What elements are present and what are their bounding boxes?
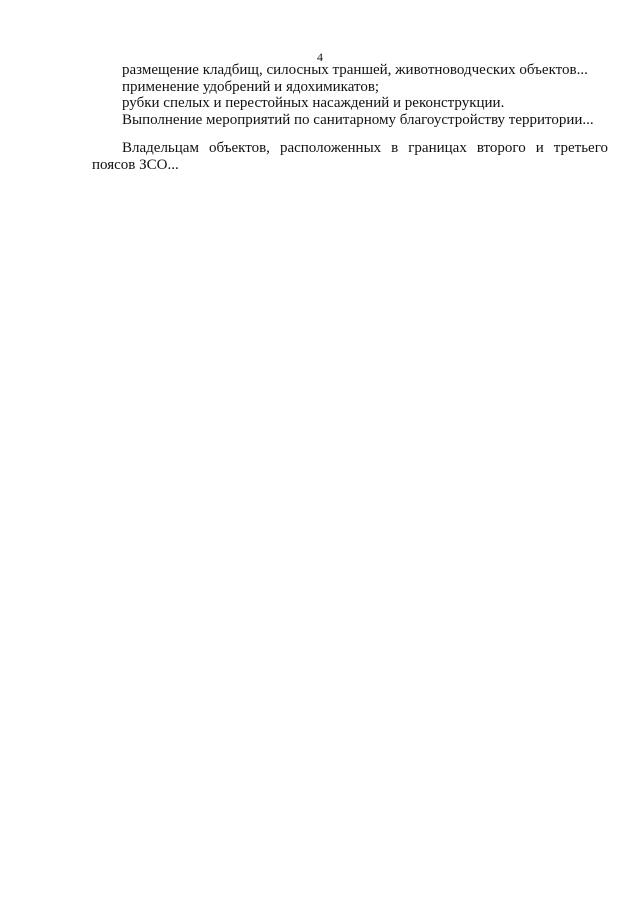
paragraph-placement: размещение кладбищ, силосных траншей, животноводческих объектов... xyxy=(122,62,588,78)
paragraph-object-owners: Владельцам объектов, расположенных в границах второго и третьего поясов ЗСО... xyxy=(92,140,608,173)
page-number: 4 xyxy=(317,50,323,64)
paragraph-sanitary-measures: Выполнение мероприятий по санитарному благоустройству территории... xyxy=(122,111,594,128)
page-content xyxy=(92,62,608,173)
paragraph-fertilizers: применение удобрений и ядохимикатов; xyxy=(122,78,380,95)
paragraph-logging: рубки спелых и перестойных насаждений и реконструкции. xyxy=(122,95,505,111)
